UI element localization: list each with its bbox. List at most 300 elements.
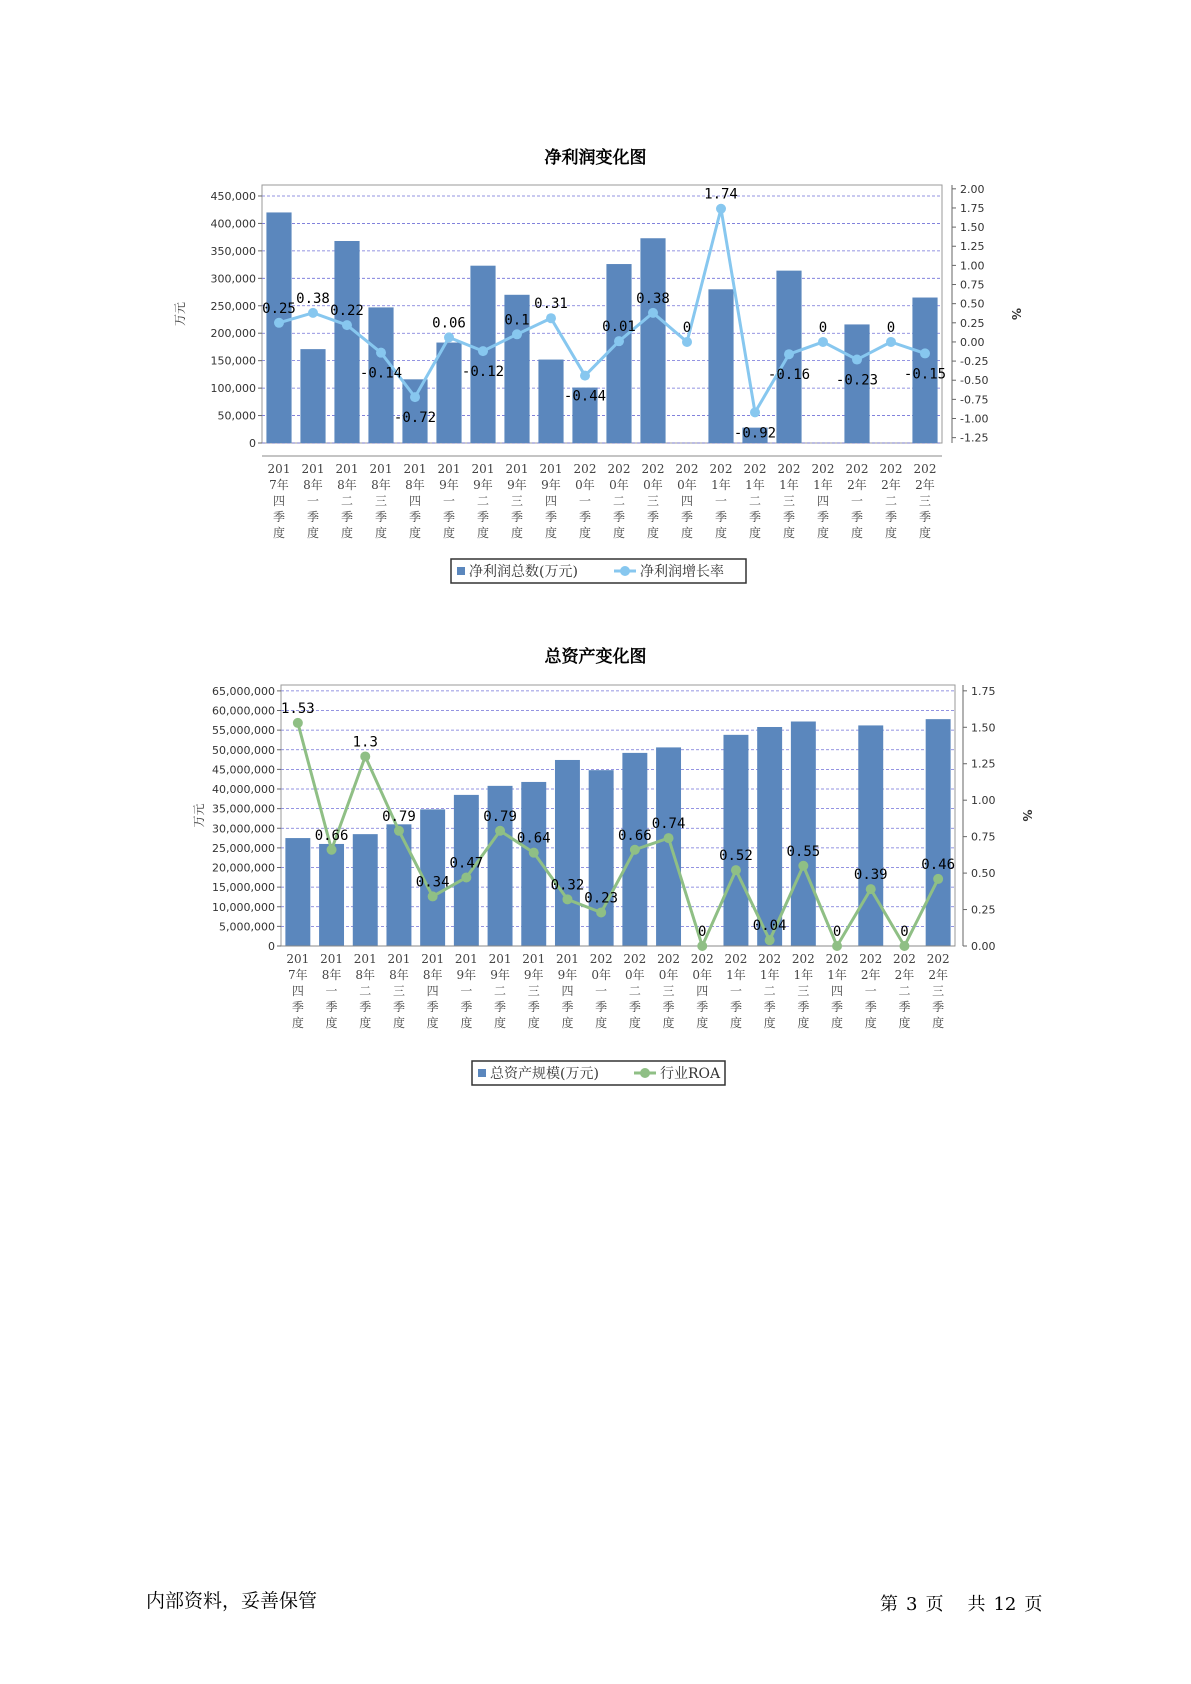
c2-x-tick-label: 度	[392, 1016, 405, 1030]
c1-point	[920, 348, 930, 358]
c2-y2-tick-label: 0.50	[971, 867, 996, 881]
c1-x-tick-label: 202	[675, 462, 699, 476]
c2-bar	[386, 824, 411, 946]
c2-x-tick-label: 9年	[523, 968, 544, 982]
c2-data-label: 0	[698, 924, 707, 940]
c1-x-tick-label: 二	[340, 494, 354, 508]
c1-x-tick-label: 2年	[881, 478, 901, 492]
c2-y-tick-label: 25,000,000	[212, 841, 275, 855]
c2-x-tick-label: 度	[932, 1016, 945, 1030]
c1-x-tick-label: 季	[306, 510, 320, 524]
c2-data-label: 0.66	[617, 827, 652, 844]
c2-x-tick-label: 202	[926, 952, 950, 966]
c1-data-label: -0.14	[359, 365, 403, 382]
c2-legend-bar-label: 总资产规模(万元)	[490, 1066, 599, 1082]
c1-data-label: -0.16	[767, 367, 811, 384]
c2-x-tick-label: 一	[325, 984, 338, 998]
c1-bar	[300, 349, 325, 443]
c2-x-tick-label: 9年	[557, 968, 578, 982]
c2-y-tick-label: 35,000,000	[212, 802, 275, 816]
c1-x-tick-label: 度	[340, 526, 354, 540]
c1-y-tick-label: 350,000	[210, 244, 256, 258]
c1-x-tick-label: 度	[306, 526, 320, 540]
c1-x-tick-label: 度	[714, 526, 728, 540]
c2-x-tick-label: 度	[359, 1016, 372, 1030]
c1-point	[444, 332, 454, 342]
c2-bar	[319, 844, 344, 946]
c2-y2-axis-title: %	[1020, 809, 1034, 822]
c2-x-tick-label: 202	[859, 952, 883, 966]
c1-x-tick-label: 201	[267, 462, 291, 476]
c1-x-tick-label: 一	[578, 494, 592, 508]
c1-x-tick-label: 度	[646, 526, 660, 540]
c1-data-label: 0.06	[432, 315, 466, 332]
c1-x-tick-label: 度	[612, 526, 626, 540]
c2-x-tick-label: 201	[555, 952, 579, 966]
c2-legend-line-marker	[640, 1068, 650, 1078]
c1-point	[818, 337, 828, 347]
c2-x-tick-label: 201	[353, 952, 377, 966]
c2-y-tick-label: 30,000,000	[212, 822, 275, 836]
c2-point	[327, 845, 337, 855]
c2-x-tick-label: 季	[628, 1000, 641, 1014]
c2-x-tick-label: 201	[488, 952, 512, 966]
c1-x-tick-label: 201	[471, 462, 495, 476]
c2-x-tick-label: 202	[825, 952, 849, 966]
c1-x-tick-label: 二	[476, 494, 490, 508]
c2-x-tick-label: 度	[729, 1016, 742, 1030]
c2-bar	[858, 725, 883, 946]
c2-x-tick-label: 8年	[321, 968, 342, 982]
c2-point	[697, 941, 707, 951]
c2-x-tick-label: 度	[696, 1016, 709, 1030]
c2-x-tick-label: 度	[628, 1016, 641, 1030]
page-number: 3	[906, 1594, 918, 1615]
c2-y2-tick-label: 1.25	[971, 757, 996, 771]
c1-x-tick-label: 2年	[847, 478, 867, 492]
c1-bar	[334, 241, 359, 443]
c2-point	[360, 751, 370, 761]
c1-x-tick-label: 季	[544, 510, 558, 524]
c1-y2-tick-label: -0.25	[960, 355, 989, 369]
c1-point	[376, 348, 386, 358]
c2-x-tick-label: 度	[763, 1016, 776, 1030]
c1-point	[750, 407, 760, 417]
c2-bar	[555, 760, 580, 946]
c2-x-tick-label: 9年	[456, 968, 477, 982]
c2-x-tick-label: 0年	[591, 968, 611, 982]
c2-x-tick-label: 季	[359, 1000, 372, 1014]
c1-data-label: 1.74	[704, 186, 738, 203]
c2-point	[293, 718, 303, 728]
c2-x-tick-label: 201	[320, 952, 344, 966]
c2-data-label: 1.53	[280, 700, 315, 717]
c1-x-tick-label: 8年	[405, 478, 425, 492]
c2-data-label: 0.23	[584, 890, 619, 907]
c1-x-tick-label: 四	[816, 494, 830, 508]
c1-x-tick-label: 度	[918, 526, 932, 540]
c1-x-tick-label: 202	[743, 462, 767, 476]
c2-data-label: 0	[832, 924, 842, 940]
c2-data-label: 0.64	[516, 830, 551, 847]
c1-data-label: 0	[886, 319, 896, 336]
c1-x-tick-label: 202	[845, 462, 869, 476]
c2-x-tick-label: 0年	[692, 968, 713, 982]
c1-data-label: -0.23	[835, 372, 879, 389]
c1-point	[410, 392, 420, 402]
c2-point	[798, 861, 808, 871]
c1-x-tick-label: 度	[408, 526, 422, 540]
c2-x-tick-label: 三	[527, 984, 540, 998]
c1-x-tick-label: 三	[918, 494, 932, 508]
c2-x-tick-label: 季	[325, 1000, 338, 1014]
c2-x-tick-label: 三	[932, 984, 945, 998]
c2-x-tick-label: 季	[797, 1000, 810, 1014]
c2-x-tick-label: 202	[657, 952, 681, 966]
c1-x-tick-label: 季	[612, 510, 626, 524]
c1-x-tick-label: 季	[340, 510, 354, 524]
c2-x-tick-label: 201	[286, 952, 310, 966]
c2-x-tick-label: 三	[662, 984, 675, 998]
c2-x-tick-label: 季	[898, 1000, 911, 1014]
c2-x-tick-label: 0年	[658, 968, 679, 982]
c1-y2-tick-label: 1.50	[960, 221, 985, 235]
c2-x-tick-label: 季	[729, 1000, 742, 1014]
c2-x-tick-label: 一	[595, 984, 608, 998]
chart1-title: 净利润变化图	[544, 148, 647, 168]
c2-y-tick-label: 5,000,000	[219, 920, 275, 934]
c2-x-tick-label: 四	[291, 984, 304, 998]
c1-x-tick-label: 202	[607, 462, 631, 476]
chart2-title: 总资产变化图	[544, 647, 647, 667]
c1-x-tick-label: 1年	[779, 478, 799, 492]
total-assets-chart	[0, 675, 1191, 1115]
c2-x-tick-label: 四	[426, 984, 439, 998]
c2-bar	[791, 722, 816, 946]
c1-bar	[538, 360, 563, 443]
c1-x-tick-label: 201	[335, 462, 359, 476]
c2-x-tick-label: 三	[797, 984, 810, 998]
c1-x-tick-label: 201	[369, 462, 393, 476]
c2-x-tick-label: 202	[892, 952, 916, 966]
c1-data-label: -0.92	[733, 425, 777, 442]
c2-x-tick-label: 202	[758, 952, 782, 966]
c1-x-tick-label: 202	[573, 462, 597, 476]
c2-x-tick-label: 8年	[389, 968, 409, 982]
c1-point	[308, 308, 318, 318]
c1-y2-tick-label: 1.75	[960, 201, 985, 215]
c2-bar	[723, 735, 748, 946]
c2-x-tick-label: 二	[359, 984, 372, 998]
c1-x-tick-label: 202	[879, 462, 903, 476]
c2-x-tick-label: 9年	[490, 968, 510, 982]
c1-x-tick-label: 1年	[711, 478, 731, 492]
c2-x-tick-label: 2年	[894, 968, 915, 982]
c2-point	[731, 865, 741, 875]
c2-x-tick-label: 季	[291, 1000, 304, 1014]
c2-x-tick-label: 季	[831, 1000, 844, 1014]
c2-x-tick-label: 2年	[860, 968, 881, 982]
c1-data-label: -0.15	[903, 366, 947, 383]
c2-bar	[353, 834, 378, 946]
c2-y2-tick-label: 1.50	[971, 721, 996, 735]
c1-x-tick-label: 9年	[541, 478, 561, 492]
c1-x-tick-label: 0年	[677, 478, 697, 492]
c2-x-tick-label: 201	[522, 952, 546, 966]
c1-x-tick-label: 201	[437, 462, 461, 476]
c1-x-tick-label: 度	[748, 526, 762, 540]
c1-x-tick-label: 四	[544, 494, 558, 508]
c2-x-tick-label: 1年	[827, 968, 847, 982]
c1-bar	[640, 238, 665, 443]
c1-point	[342, 320, 352, 330]
c2-point	[529, 848, 539, 858]
c1-point	[512, 329, 522, 339]
c1-x-tick-label: 9年	[439, 478, 459, 492]
c2-x-tick-label: 度	[426, 1016, 439, 1030]
c1-bar	[606, 264, 631, 443]
c1-y-tick-label: 300,000	[210, 272, 256, 286]
net-profit-chart	[0, 175, 1191, 615]
c2-y2-tick-label: 0.75	[971, 830, 996, 844]
c1-x-tick-label: 季	[408, 510, 422, 524]
c2-x-tick-label: 度	[460, 1016, 473, 1030]
c1-legend-bar-swatch	[457, 567, 465, 575]
c1-y2-tick-label: 0.50	[960, 297, 985, 311]
c1-x-tick-label: 度	[680, 526, 694, 540]
c1-x-tick-label: 0年	[643, 478, 663, 492]
c1-y2-tick-label: 0.25	[960, 316, 985, 330]
c1-x-tick-label: 度	[884, 526, 898, 540]
c2-x-tick-label: 8年	[355, 968, 376, 982]
c1-x-tick-label: 度	[578, 526, 592, 540]
c2-y2-tick-label: 1.75	[971, 684, 996, 698]
c2-x-tick-label: 一	[460, 984, 473, 998]
c1-x-tick-label: 一	[714, 494, 728, 508]
c2-x-tick-label: 7年	[288, 968, 308, 982]
c2-bar	[757, 727, 782, 946]
c2-y-tick-label: 45,000,000	[212, 763, 275, 777]
c1-x-tick-label: 度	[544, 526, 558, 540]
confidential-note: 内部资料，妥善保管	[146, 1590, 318, 1612]
c2-point	[630, 845, 640, 855]
c2-x-tick-label: 度	[898, 1016, 911, 1030]
c1-x-tick-label: 201	[505, 462, 529, 476]
c2-y-tick-label: 0	[268, 940, 275, 953]
c1-x-tick-label: 一	[306, 494, 320, 508]
c1-y-tick-label: 400,000	[210, 217, 256, 231]
c2-data-label: 0.66	[314, 827, 349, 844]
c1-y-tick-label: 250,000	[210, 299, 256, 313]
c2-x-tick-label: 度	[291, 1016, 304, 1030]
c1-data-label: 0.22	[330, 303, 364, 320]
c1-y-tick-label: 50,000	[217, 409, 256, 423]
c1-x-tick-label: 9年	[473, 478, 493, 492]
c1-bar	[708, 289, 733, 443]
c1-y2-tick-label: -1.25	[960, 431, 989, 445]
c2-x-tick-label: 201	[387, 952, 411, 966]
page-indicator	[880, 1590, 1042, 1616]
c2-data-label: 0.79	[382, 808, 416, 825]
c1-x-tick-label: 8年	[337, 478, 357, 492]
c1-x-tick-label: 度	[442, 526, 456, 540]
c1-data-label: 0.1	[504, 312, 530, 329]
c1-legend-line-label: 净利润增长率	[640, 564, 724, 580]
total-pages: 12	[993, 1594, 1017, 1615]
c1-x-tick-label: 二	[612, 494, 626, 508]
c2-y-tick-label: 20,000,000	[212, 861, 275, 875]
c1-x-tick-label: 季	[918, 510, 932, 524]
c2-x-tick-label: 1年	[793, 968, 814, 982]
c1-point	[852, 355, 862, 365]
c2-data-label: 0.79	[483, 808, 517, 825]
c1-x-tick-label: 8年	[371, 478, 391, 492]
c1-data-label: 0	[818, 319, 828, 336]
c2-y-tick-label: 55,000,000	[212, 724, 275, 738]
c1-x-tick-label: 三	[374, 494, 388, 508]
c1-x-tick-label: 一	[850, 494, 864, 508]
c1-data-label: -0.12	[461, 364, 505, 381]
c1-y2-tick-label: -0.75	[960, 393, 989, 407]
c1-point	[546, 313, 556, 323]
c1-point	[580, 371, 590, 381]
c2-point	[866, 884, 876, 894]
c2-x-tick-label: 202	[724, 952, 748, 966]
c1-x-tick-label: 四	[680, 494, 694, 508]
c1-y2-tick-label: 1.25	[960, 240, 985, 254]
c1-point	[784, 349, 794, 359]
c2-y-tick-label: 40,000,000	[212, 783, 275, 797]
c2-x-tick-label: 0年	[625, 968, 645, 982]
c1-x-tick-label: 季	[816, 510, 830, 524]
c2-x-tick-label: 2年	[928, 968, 948, 982]
c1-data-label: 0	[682, 319, 692, 336]
c2-x-tick-label: 二	[898, 984, 911, 998]
c2-x-tick-label: 季	[527, 1000, 540, 1014]
c1-x-tick-label: 四	[272, 494, 286, 508]
c2-data-label: 0.32	[550, 877, 585, 894]
c2-data-label: 0.04	[752, 918, 787, 935]
c1-x-tick-label: 度	[850, 526, 864, 540]
c2-x-tick-label: 201	[421, 952, 445, 966]
c2-data-label: 1.3	[352, 734, 378, 751]
c2-data-label: 0.52	[719, 848, 753, 865]
page-prefix: 第	[880, 1594, 898, 1615]
c1-x-tick-label: 三	[510, 494, 524, 508]
c1-x-tick-label: 度	[816, 526, 830, 540]
c1-x-tick-label: 季	[782, 510, 796, 524]
c1-x-tick-label: 201	[403, 462, 427, 476]
c1-x-tick-label: 202	[811, 462, 835, 476]
c2-point	[495, 826, 505, 836]
c1-x-tick-label: 度	[510, 526, 524, 540]
c2-point	[461, 872, 471, 882]
c1-data-label: 0.31	[534, 296, 568, 313]
c1-point	[716, 204, 726, 214]
c2-x-tick-label: 季	[494, 1000, 507, 1014]
c2-x-tick-label: 一	[864, 984, 877, 998]
c1-x-tick-label: 202	[913, 462, 937, 476]
c2-x-tick-label: 季	[696, 1000, 709, 1014]
c1-x-tick-label: 9年	[507, 478, 527, 492]
c2-x-tick-label: 季	[662, 1000, 675, 1014]
c2-x-tick-label: 度	[494, 1016, 507, 1030]
c1-data-label: -0.72	[393, 410, 437, 427]
c2-y-axis-title: 万元	[192, 803, 206, 828]
total-prefix: 共	[967, 1594, 986, 1615]
c2-x-tick-label: 季	[561, 1000, 574, 1014]
c1-legend-bar-label: 净利润总数(万元)	[469, 564, 578, 580]
c2-y2-tick-label: 0.25	[971, 903, 996, 917]
c2-x-tick-label: 季	[932, 1000, 945, 1014]
c2-point	[428, 891, 438, 901]
c2-point	[596, 907, 606, 917]
c1-y2-tick-label: -0.50	[960, 374, 989, 388]
c1-y-tick-label: 0	[249, 437, 256, 450]
c1-data-label: 0.38	[296, 290, 330, 307]
c1-x-tick-label: 度	[374, 526, 388, 540]
c2-point	[562, 894, 572, 904]
c2-x-tick-label: 度	[831, 1016, 844, 1030]
c2-x-tick-label: 季	[595, 1000, 608, 1014]
c1-y2-axis-title: %	[1009, 307, 1023, 321]
c1-bar	[436, 343, 461, 443]
c1-y2-tick-label: 0.75	[960, 278, 985, 292]
c2-x-tick-label: 一	[729, 984, 742, 998]
c1-point	[614, 336, 624, 346]
c1-x-tick-label: 二	[884, 494, 898, 508]
c2-bar	[285, 838, 310, 946]
c1-point	[648, 308, 658, 318]
c2-x-tick-label: 度	[797, 1016, 810, 1030]
c1-x-tick-label: 三	[646, 494, 660, 508]
c1-y-tick-label: 150,000	[210, 354, 256, 368]
page-unit: 页	[925, 1594, 944, 1615]
c2-x-tick-label: 度	[527, 1016, 540, 1030]
c1-x-tick-label: 四	[408, 494, 422, 508]
c2-data-label: 0.47	[449, 855, 484, 872]
c1-x-tick-label: 7年	[269, 478, 289, 492]
c1-x-tick-label: 1年	[745, 478, 765, 492]
c1-data-label: -0.44	[563, 388, 607, 405]
c2-point	[899, 941, 909, 951]
c2-x-tick-label: 202	[690, 952, 714, 966]
c1-legend-line-marker	[620, 566, 630, 576]
c2-y-tick-label: 50,000,000	[212, 743, 275, 757]
c2-x-tick-label: 1年	[759, 968, 780, 982]
c2-data-label: 0.39	[853, 867, 888, 884]
c2-x-tick-label: 二	[494, 984, 507, 998]
c1-x-tick-label: 202	[709, 462, 733, 476]
c1-x-tick-label: 度	[476, 526, 490, 540]
c1-x-tick-label: 度	[782, 526, 796, 540]
c2-y2-tick-label: 1.00	[971, 794, 996, 808]
c1-y2-tick-label: -1.00	[960, 412, 989, 426]
c1-y-axis-title: 万元	[173, 301, 187, 327]
c1-x-tick-label: 季	[578, 510, 592, 524]
c1-x-tick-label: 季	[272, 510, 286, 524]
c2-x-tick-label: 度	[561, 1016, 574, 1030]
c2-data-label: 0.55	[786, 843, 821, 860]
c2-x-tick-label: 度	[595, 1016, 608, 1030]
c1-x-tick-label: 一	[442, 494, 456, 508]
c2-y-tick-label: 60,000,000	[212, 704, 275, 718]
c2-x-tick-label: 201	[454, 952, 478, 966]
c1-x-tick-label: 季	[748, 510, 762, 524]
c2-point	[394, 826, 404, 836]
c2-x-tick-label: 季	[763, 1000, 776, 1014]
c2-x-tick-label: 三	[392, 984, 405, 998]
